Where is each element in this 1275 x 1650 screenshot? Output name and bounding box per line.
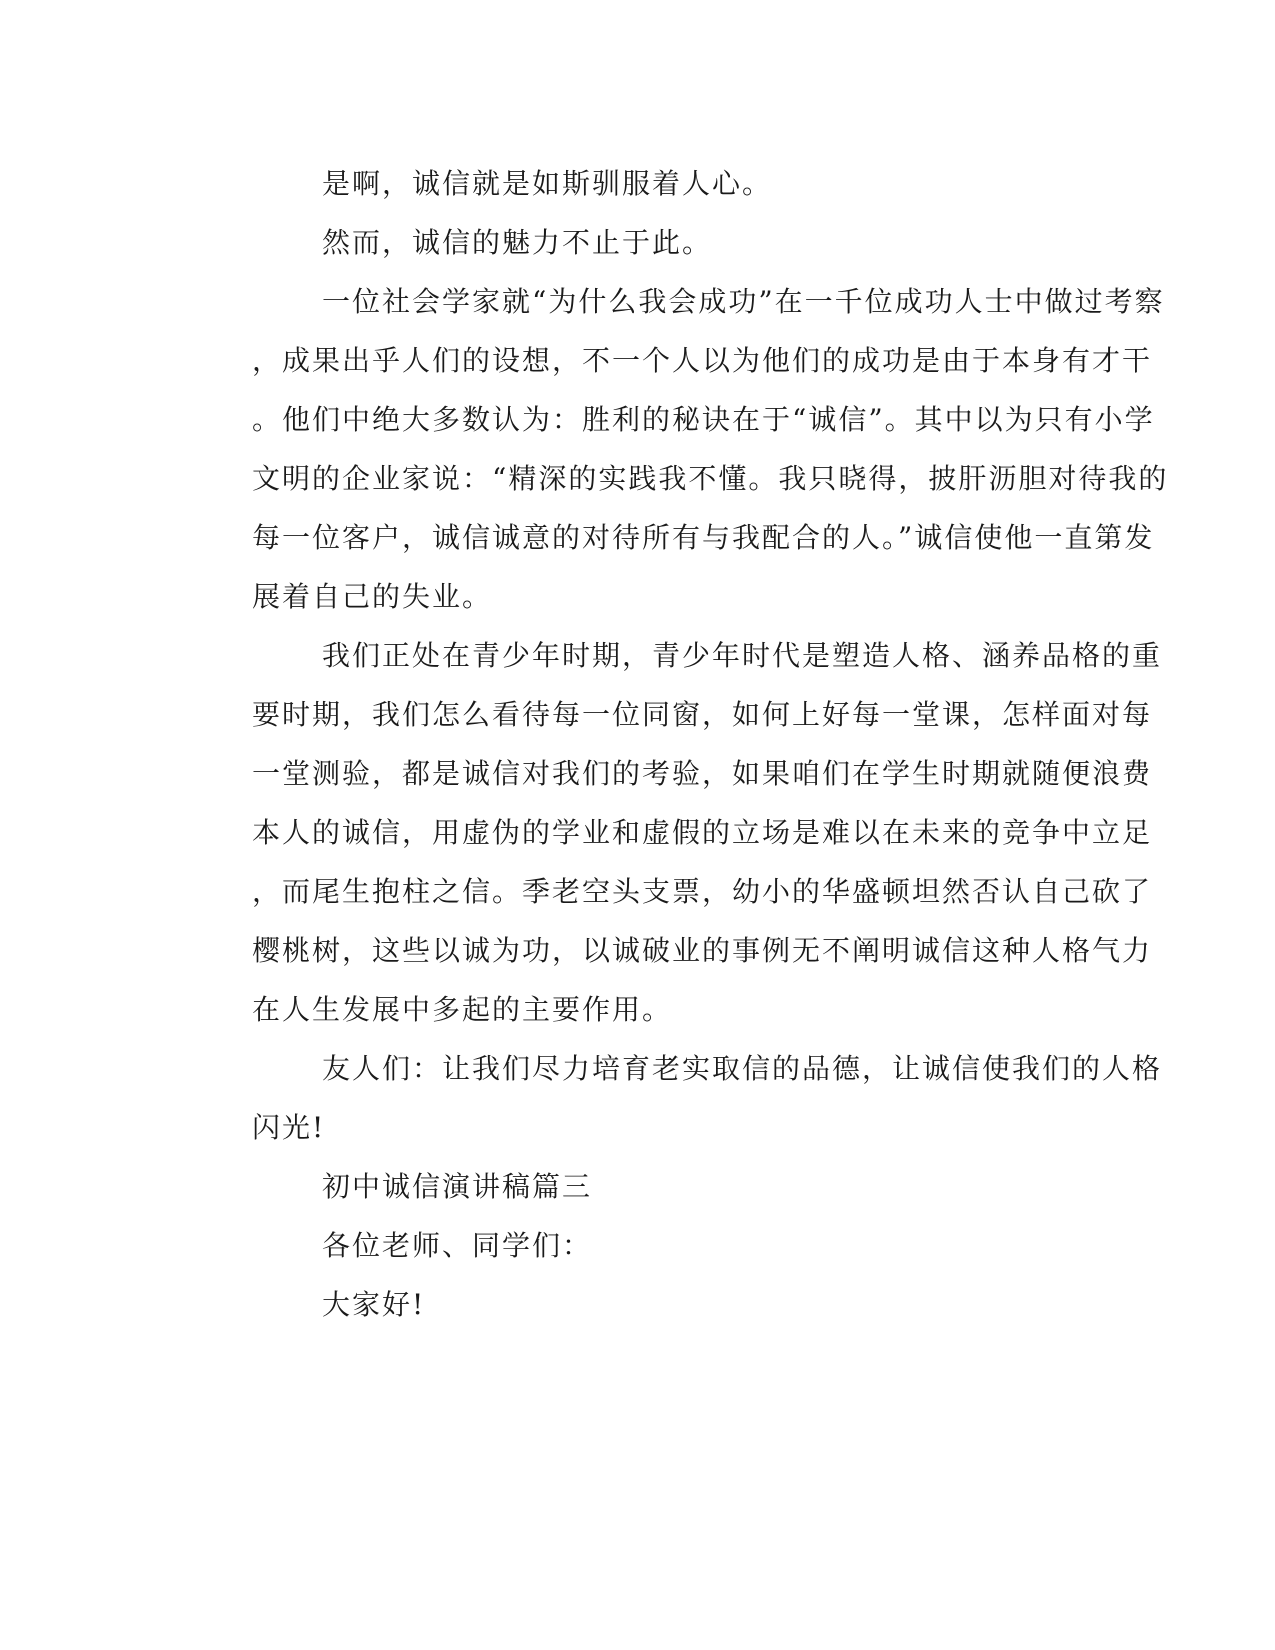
text-line: ，而尾生抱柱之信。季老空头支票，幼小的华盛顿坦然否认自己砍了 [252,875,1153,908]
section-heading [182,1157,1042,1216]
document-body [182,154,1169,1334]
text-line: 一堂测验，都是诚信对我们的考验，如果咱们在学生时期就随便浪费 [252,757,1153,790]
text-line: 在人生发展中多起的主要作用。 [252,993,673,1026]
paragraph-2 [182,213,1042,272]
text-line: 文明的企业家说：“精深的实践我不懂。我只晓得，披肝沥胆对待我的 [252,462,1169,495]
salutation [182,1216,1042,1275]
paragraph-3 [182,272,1169,626]
text-line: 我们正处在青少年时期，青少年时代是塑造人格、涵养品格的重 [322,639,1163,672]
text-line: 一位社会学家就“为什么我会成功”在一千位成功人士中做过考察 [322,285,1165,318]
text-line: 闪光! [252,1111,326,1144]
text-line: ，成果出乎人们的设想，不一个人以为他们的成功是由于本身有才干 [252,344,1153,377]
text-line: 。他们中绝大多数认为：胜利的秘诀在于“诚信”。其中以为只有小学 [252,403,1155,436]
text-line: 展着自己的失业。 [252,580,493,613]
paragraph-4 [182,626,1163,1039]
text-line: 本人的诚信，用虚伪的学业和虚假的立场是难以在未来的竞争中立足 [252,816,1153,849]
text-line: 友人们：让我们尽力培育老实取信的品德，让诚信使我们的人格 [322,1052,1163,1085]
greeting [182,1275,1042,1334]
text-line: 初中诚信演讲稿篇三 [322,1170,593,1203]
paragraph-5 [182,1039,1163,1157]
paragraph-1 [182,154,1042,213]
text-line: 是啊，诚信就是如斯驯服着人心。 [322,167,773,200]
text-line: 然而，诚信的魅力不止于此。 [322,226,713,259]
text-line: 要时期，我们怎么看待每一位同窗，如何上好每一堂课，怎样面对每 [252,698,1153,731]
text-line: 每一位客户，诚信诚意的对待所有与我配合的人。”诚信使他一直第发 [252,521,1155,554]
text-line: 樱桃树，这些以诚为功，以诚破业的事例无不阐明诚信这种人格气力 [252,934,1153,967]
text-line: 大家好! [322,1288,426,1321]
text-line: 各位老师、同学们： [322,1229,593,1262]
